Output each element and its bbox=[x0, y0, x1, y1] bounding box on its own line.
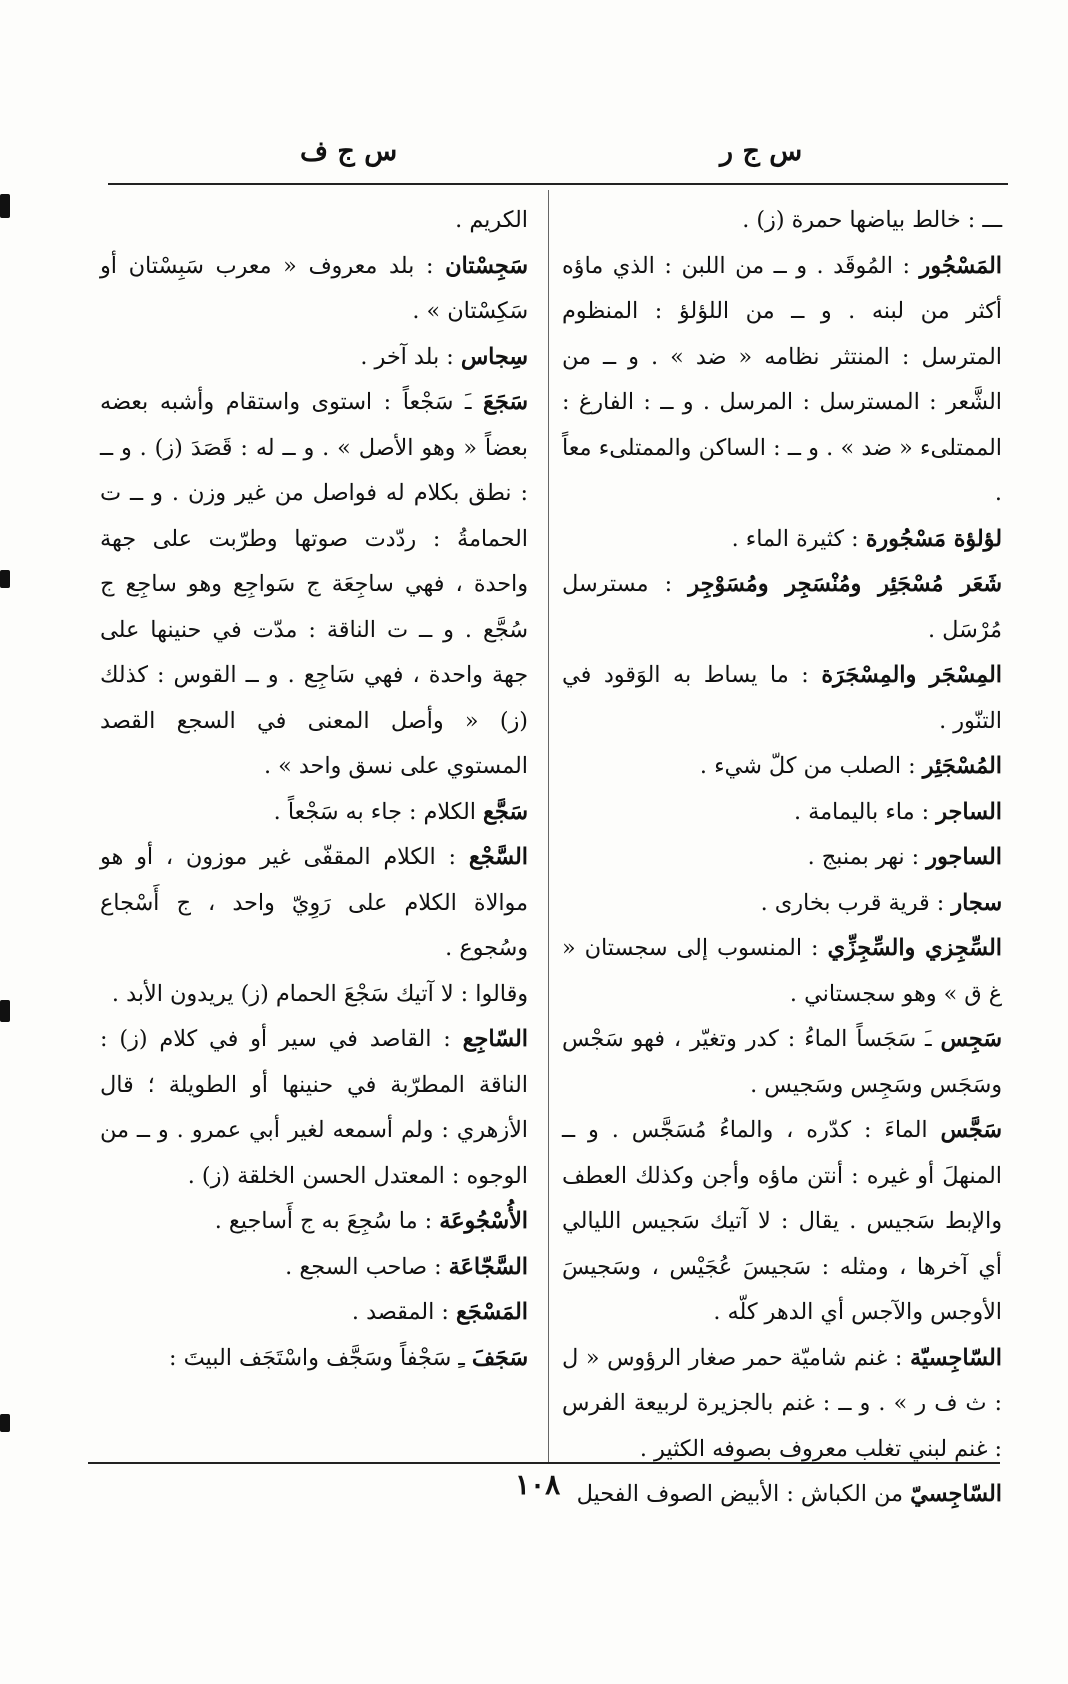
entry-definition: : الصلب من كلّ شيء . bbox=[699, 753, 923, 779]
dictionary-entry bbox=[100, 972, 528, 1018]
entry-definition: ـَ سَجَساً الماءُ : كدر وتغيّر ، فهو سَجْس وسَجَس وسَجِس وسَجيس . bbox=[562, 1026, 1002, 1098]
dictionary-entry bbox=[100, 335, 528, 381]
dictionary-entry bbox=[562, 1336, 1002, 1473]
entry-definition: : القاصد في سير أو في كلام (ز) : الناقة المطرّبة في حنينها أو الطويلة ؛ قال الأزهري : ولم أسمعه لغير أبي عمرو . و ــ من الوجوه : المعتدل الحسن الخلقة (ز) . bbox=[100, 1026, 528, 1189]
entry-headword: الساجر bbox=[936, 798, 1002, 825]
entry-definition: من الكباش : الأبيض الصوف الفحيل bbox=[576, 1481, 911, 1507]
dictionary-entry bbox=[100, 835, 528, 972]
entry-headword: سَجَفَ bbox=[471, 1344, 528, 1371]
column-divider bbox=[548, 190, 549, 1462]
footer-rule bbox=[88, 1462, 1000, 1464]
entry-definition: ـَ سَجْعاً : استوى واستقام وأشبه بعضه بعضاً « وهو الأصل » . و ــ له : قَصَدَ (ز) . و ــ : نطق بكلام له فواصل من غير وزن . و ــ ت الحمامةُ : ردّدت صوتها وطرّبت على جهة واحدة ، فهي ساجِعَة ج سَواجِع وهو ساجِع ج سُجَّع . و ــ ت الناقة : مدّت في حنينها على جهة واحدة ، فهي سَاجِع . و ــ القوس : كذلك (ز) « وأصل المعنى في السجع القصد المستوي على نسق واحد » . bbox=[100, 389, 528, 779]
page-number: ١٠٨ bbox=[515, 1468, 561, 1501]
entry-definition: الكلام : جاء به سَجْعاً . bbox=[273, 798, 484, 825]
entry-definition: : المقصد . bbox=[351, 1299, 456, 1325]
entry-headword: الساجور bbox=[926, 844, 1002, 870]
entry-definition: : المُوقَد . و ــ من اللبن : الذي ماؤه أكثر من لبنه . و ــ من اللؤلؤ : المنظوم المترسل : المنتثر نظامه « ضد » . و ــ من الشَّعر : المسترسل : المرسل . و ــ : الفارغ : الممتلىء « ضد » . و ــ : الساكن والممتلىء معاً . bbox=[562, 252, 1002, 506]
entry-headword: السّاجِسيّة bbox=[909, 1344, 1002, 1371]
right-column-root-header: س ج ر bbox=[720, 136, 803, 167]
dictionary-entry bbox=[562, 926, 1002, 1017]
entry-headword: شَعَر مُسْجَئِر ومُنْسَجِر ومُسَوْجِر bbox=[688, 571, 1002, 597]
entry-headword: سَجَّع bbox=[483, 798, 528, 825]
dictionary-entry bbox=[100, 790, 528, 836]
entry-definition: ـــ : خالط بياضها حمرة (ز) . bbox=[742, 207, 1002, 233]
dictionary-entry bbox=[562, 653, 1002, 744]
scan-edge-mark bbox=[0, 570, 10, 588]
entry-headword: السّاجِع bbox=[462, 1026, 528, 1052]
dictionary-entry bbox=[562, 744, 1002, 790]
entry-definition: ـِ سَجْفاً وسَجَّف واسْتَجَف البيتَ : bbox=[169, 1344, 472, 1371]
entry-headword: سَجِسْتان bbox=[445, 252, 528, 279]
entry-headword: سَجِس bbox=[940, 1026, 1002, 1052]
entry-headword: المَسْجُور bbox=[919, 252, 1002, 279]
entry-headword: المُسْجَئِر bbox=[922, 753, 1002, 779]
entry-definition: : مسترسل مُرْسَل . bbox=[562, 571, 1002, 643]
dictionary-entry bbox=[562, 198, 1002, 244]
right-column bbox=[562, 198, 1002, 1518]
dictionary-entry bbox=[562, 1472, 1002, 1518]
entry-definition: : بلد آخر . bbox=[360, 343, 461, 370]
dictionary-entry bbox=[100, 1245, 528, 1291]
entry-definition: الكريم . bbox=[455, 207, 528, 233]
entry-definition: : صاحب السجع . bbox=[285, 1253, 449, 1280]
entry-headword: السَّجْع bbox=[468, 844, 528, 870]
scan-edge-mark bbox=[0, 1414, 10, 1432]
entry-headword: السّاجِسيّ bbox=[910, 1481, 1002, 1507]
entry-headword: المَسْجَع bbox=[455, 1299, 528, 1325]
entry-headword: لؤلؤة مَسْجُورة bbox=[865, 525, 1002, 552]
entry-headword: سجار bbox=[951, 889, 1002, 916]
entry-headword: سَجَّس bbox=[940, 1117, 1002, 1143]
entry-definition: : ماء باليمامة . bbox=[793, 798, 937, 825]
entry-definition: : الكلام المقفّى غير موزون ، أو هو موالاة الكلام على رَوِيّ واحد ، ج أَسْجاع وسُجوع . bbox=[100, 844, 528, 961]
entry-headword: المِسْجَر والمِسْجَرَة bbox=[821, 662, 1002, 688]
dictionary-entry bbox=[562, 790, 1002, 836]
dictionary-entry bbox=[100, 1017, 528, 1199]
entry-headword: سِجاس bbox=[460, 343, 528, 370]
dictionary-entry bbox=[562, 562, 1002, 653]
entry-definition: : بلد معروف « معرب سَبِسْتان أو سَكِسْتان » . bbox=[100, 252, 528, 324]
dictionary-entry bbox=[562, 1017, 1002, 1108]
dictionary-entry bbox=[562, 881, 1002, 927]
entry-definition: : ما يساط به الوَقود في التنّور . bbox=[562, 662, 1002, 734]
dictionary-entry bbox=[100, 1290, 528, 1336]
dictionary-entry bbox=[100, 380, 528, 790]
scan-edge-mark bbox=[0, 194, 10, 218]
dictionary-entry bbox=[100, 1199, 528, 1245]
entry-headword: السَّجّاعَة bbox=[448, 1253, 528, 1280]
dictionary-entry bbox=[562, 244, 1002, 517]
dictionary-entry bbox=[100, 1336, 528, 1382]
dictionary-entry bbox=[562, 835, 1002, 881]
entry-headword: الأُسْجُوعَة bbox=[439, 1208, 528, 1234]
entry-definition: : كثيرة الماء . bbox=[731, 525, 866, 552]
entry-definition: الماءَ : كدّره ، والماءُ مُسَجَّس . و ــ المنهلَ أو غيره : أنتن ماؤه وأجن وكذلك العطف والإبط سَجيس . يقال : لا آتيك سَجيس الليالي أي آخرها ، ومثله : سَجيسَ عُجَيْس ، وسَجيسَ الأوجس والآجس أي الدهر كلّه . bbox=[562, 1117, 1002, 1325]
entry-definition: : قرية قرب بخارى . bbox=[760, 889, 952, 916]
dictionary-entry bbox=[100, 198, 528, 244]
entry-definition: : ما سُجِعَ به ج أَساجيع . bbox=[214, 1208, 440, 1234]
entry-definition: : نهر بمنبج . bbox=[807, 844, 927, 870]
left-column-root-header: س ج ف bbox=[300, 136, 398, 167]
entry-definition: : المنسوب إلى سجستان « غ ق » وهو سجستاني . bbox=[562, 935, 1002, 1007]
entry-headword: سَجَعَ bbox=[483, 389, 528, 415]
left-column bbox=[100, 198, 528, 1381]
scan-edge-mark bbox=[0, 1000, 10, 1022]
dictionary-entry bbox=[562, 1108, 1002, 1336]
entry-definition: وقالوا : لا آتيك سَجْعَ الحمام (ز) يريدون الأبد . bbox=[111, 980, 528, 1007]
entry-headword: السِّجِزي والسِّجِزِّي bbox=[827, 935, 1002, 961]
entry-definition: : غنم شاميّة حمر صغار الرؤوس « ل : ث ف ر » . و ــ : غنم بالجزيرة لربيعة الفرس : غنم لبني تغلب معروف بصوفه الكثير . bbox=[562, 1344, 1002, 1462]
header-rule bbox=[108, 183, 1008, 185]
dictionary-entry bbox=[100, 244, 528, 335]
dictionary-entry bbox=[562, 517, 1002, 563]
